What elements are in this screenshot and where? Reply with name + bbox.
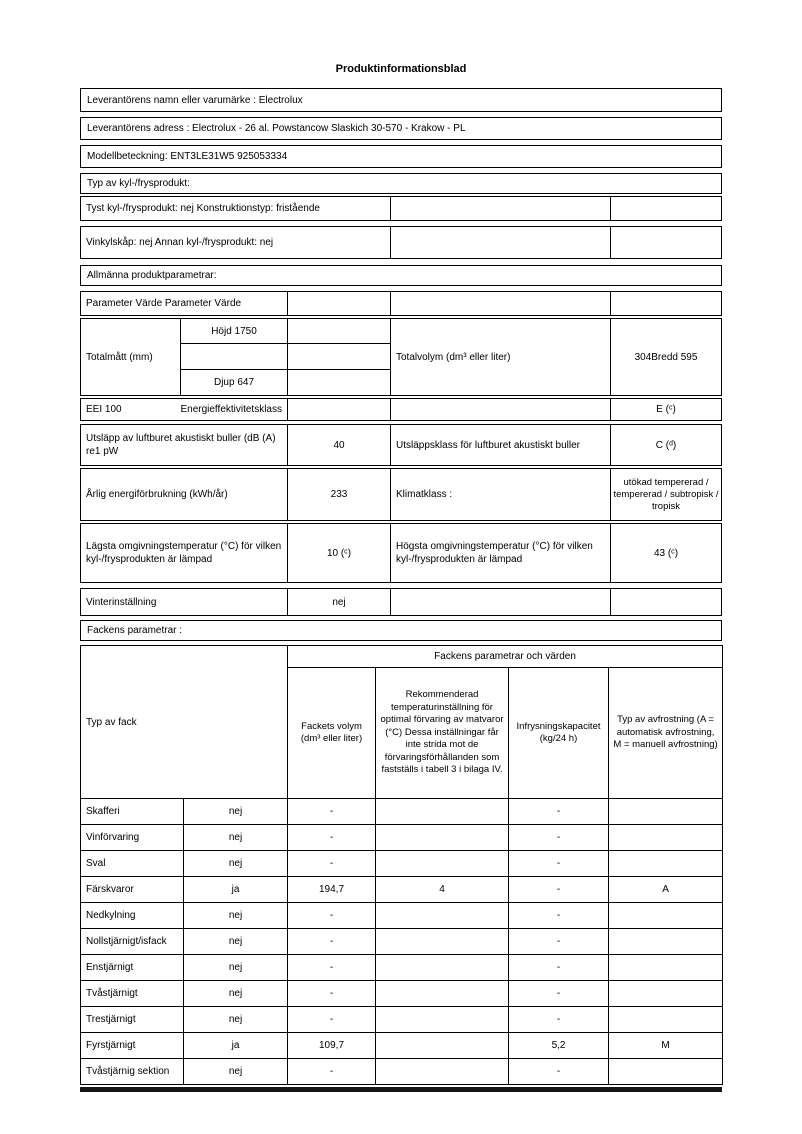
energy-label: Årlig energiförbrukning (kWh/år) — [81, 469, 288, 520]
total-volume-label: Totalvolym (dm³ eller liter) — [391, 319, 611, 395]
temp-max-value: 43 (ᶜ) — [653, 547, 679, 559]
table-row — [81, 1059, 723, 1085]
compartment-name: Nedkylning — [81, 903, 184, 929]
temp-max-label: Högsta omgivningstemperatur (°C) för vilken kyl-/frysprodukten är lämpad — [391, 524, 611, 582]
noise-row — [80, 424, 722, 466]
compartment-temperature — [376, 1059, 509, 1085]
compartment-present: ja — [184, 1033, 288, 1059]
compartment-freezing: 5,2 — [509, 1033, 609, 1059]
energy-class-value: E (ᶜ) — [656, 404, 676, 415]
compartment-temperature — [376, 929, 509, 955]
supplier-address-text: Leverantörens adress : Electrolux - 26 al. Powstancow Slaskich 30-570 - Krakow - PL — [87, 123, 466, 134]
noise-class-value: C (ᵈ) — [655, 439, 677, 451]
table-row — [81, 929, 723, 955]
empty-cell — [391, 399, 611, 420]
type-section-heading — [80, 173, 722, 194]
compartment-defrost — [609, 955, 723, 981]
empty-cell — [288, 399, 391, 420]
compartment-freezing: - — [509, 1007, 609, 1033]
compartment-volume: - — [288, 851, 376, 877]
compartment-temperature — [376, 981, 509, 1007]
compartment-volume: - — [288, 903, 376, 929]
empty-cell — [391, 589, 611, 615]
compartment-temperature — [376, 955, 509, 981]
compartment-present: nej — [184, 825, 288, 851]
compartment-freezing: - — [509, 1059, 609, 1085]
type-row-1-text: Tyst kyl-/frysprodukt: nej Konstruktionstyp: fristående — [81, 197, 391, 220]
empty-cell — [611, 589, 721, 615]
empty-cell — [611, 227, 721, 258]
type-column-header: Typ av fack — [81, 646, 288, 799]
winter-setting-row — [80, 588, 722, 616]
compartment-present: nej — [184, 955, 288, 981]
compartment-present: nej — [184, 1007, 288, 1033]
compartment-defrost — [609, 851, 723, 877]
energy-row — [80, 468, 722, 521]
climate-class-label: Klimatklass : — [391, 469, 611, 520]
eei-value: EEI 100 — [86, 404, 122, 415]
compartment-defrost — [609, 1059, 723, 1085]
dimensions-label: Totalmått (mm) — [81, 319, 181, 395]
compartments-section-heading — [80, 620, 722, 641]
compartment-volume: 194,7 — [288, 877, 376, 903]
compartment-name: Nollstjärnigt/isfack — [81, 929, 184, 955]
dimension-depth: Djup 647 — [181, 370, 288, 395]
supplier-address-row — [80, 117, 722, 140]
table-row — [81, 851, 723, 877]
climate-class-value: utökad tempererad / tempererad / subtropisk / tropisk — [613, 476, 719, 512]
empty-cell — [288, 370, 391, 395]
table-row — [81, 955, 723, 981]
compartment-name: Enstjärnigt — [81, 955, 184, 981]
compartment-present: nej — [184, 799, 288, 825]
dimension-height: Höjd 1750 — [181, 319, 288, 344]
compartment-volume: - — [288, 929, 376, 955]
compartment-defrost: M — [609, 1033, 723, 1059]
noise-value: 40 — [288, 425, 391, 465]
compartment-temperature — [376, 851, 509, 877]
compartment-name: Sval — [81, 851, 184, 877]
defrost-column-header: Typ av avfrostning (A = automatisk avfrostning, M = manuell avfrostning) — [609, 668, 723, 799]
compartment-defrost — [609, 825, 723, 851]
empty-cell — [288, 292, 391, 315]
model-row — [80, 145, 722, 168]
table-row — [81, 903, 723, 929]
compartment-volume: - — [288, 1059, 376, 1085]
compartment-name: Tvåstjärnig sektion — [81, 1059, 184, 1085]
compartment-volume: - — [288, 825, 376, 851]
compartment-defrost: A — [609, 877, 723, 903]
compartment-present: nej — [184, 981, 288, 1007]
compartment-freezing: - — [509, 877, 609, 903]
compartment-name: Skafferi — [81, 799, 184, 825]
compartment-freezing: - — [509, 955, 609, 981]
compartment-defrost — [609, 903, 723, 929]
supplier-name-text: Leverantörens namn eller varumärke : Electrolux — [87, 94, 303, 106]
document-body — [80, 88, 722, 1092]
compartment-temperature — [376, 903, 509, 929]
compartment-freezing: - — [509, 929, 609, 955]
table-row — [81, 1007, 723, 1033]
temp-min-label: Lägsta omgivningstemperatur (°C) för vilken kyl-/frysprodukten är lämpad — [81, 524, 288, 582]
temperature-column-header: Rekommenderad temperaturinställning för optimal förvaring av matvaror (°C) Dessa inställningar får inte strida mot de förvaringsförhållanden som fastställs i tabell 3 i bilaga IV. — [376, 668, 509, 799]
parameter-header-text: Parameter Värde Parameter Värde — [81, 292, 288, 315]
winter-setting-label: Vinterinställning — [81, 589, 288, 615]
empty-cell — [288, 319, 391, 344]
compartment-present: nej — [184, 851, 288, 877]
model-text: Modellbeteckning: ENT3LE31W5 925053334 — [87, 151, 288, 162]
ambient-temperature-row — [80, 523, 722, 583]
compartments-table-title-row — [81, 646, 723, 668]
volume-column-header: Fackets volym (dm³ eller liter) — [288, 668, 376, 799]
dimensions-block — [80, 318, 722, 396]
compartment-name: Fyrstjärnigt — [81, 1033, 184, 1059]
parameter-header-row — [80, 291, 722, 316]
compartment-present: nej — [184, 903, 288, 929]
table-row — [81, 877, 723, 903]
compartment-defrost — [609, 929, 723, 955]
empty-cell — [611, 292, 721, 315]
type-row-1 — [80, 196, 722, 221]
next-page-row-cutoff — [80, 1087, 722, 1092]
compartment-temperature: 4 — [376, 877, 509, 903]
general-section-heading-text: Allmänna produktparametrar: — [87, 270, 217, 281]
type-row-2 — [80, 226, 722, 259]
compartment-volume: 109,7 — [288, 1033, 376, 1059]
eei-row — [80, 398, 722, 421]
compartments-table-title: Fackens parametrar och värden — [288, 646, 723, 668]
compartment-present: nej — [184, 929, 288, 955]
compartment-freezing: - — [509, 851, 609, 877]
dimension-width-cell — [181, 344, 288, 369]
empty-cell — [391, 227, 611, 258]
empty-cell — [611, 197, 721, 220]
noise-label: Utsläpp av luftburet akustiskt buller (dB (A) re1 pW — [81, 425, 288, 465]
compartment-temperature — [376, 799, 509, 825]
compartment-freezing: - — [509, 799, 609, 825]
table-row — [81, 825, 723, 851]
noise-class-label: Utsläppsklass för luftburet akustiskt buller — [391, 425, 611, 465]
supplier-name-row — [80, 88, 722, 112]
compartment-volume: - — [288, 1007, 376, 1033]
table-row — [81, 799, 723, 825]
compartment-defrost — [609, 799, 723, 825]
empty-cell — [288, 344, 391, 369]
empty-cell — [391, 197, 611, 220]
compartment-defrost — [609, 1007, 723, 1033]
type-section-heading-text: Typ av kyl-/frysprodukt: — [87, 178, 190, 189]
compartment-temperature — [376, 825, 509, 851]
temp-min-value: 10 (ᶜ) — [288, 524, 391, 582]
compartment-freezing: - — [509, 903, 609, 929]
compartment-name: Tvåstjärnigt — [81, 981, 184, 1007]
compartment-defrost — [609, 981, 723, 1007]
compartment-temperature — [376, 1007, 509, 1033]
type-row-2-text: Vinkylskåp: nej Annan kyl-/frysprodukt: nej — [81, 227, 391, 258]
compartments-table — [80, 645, 723, 1085]
general-section-heading — [80, 265, 722, 286]
compartments-section-heading-text: Fackens parametrar : — [87, 625, 183, 636]
table-row — [81, 981, 723, 1007]
compartment-name: Färskvaror — [81, 877, 184, 903]
winter-setting-value: nej — [288, 589, 391, 615]
compartment-volume: - — [288, 955, 376, 981]
eei-cell — [81, 399, 288, 420]
compartment-name: Trestjärnigt — [81, 1007, 184, 1033]
compartment-present: ja — [184, 877, 288, 903]
page-title: Produktinformationsblad — [335, 63, 467, 75]
energy-value: 233 — [288, 469, 391, 520]
compartment-volume: - — [288, 799, 376, 825]
total-volume-value: 304Bredd 595 — [634, 351, 698, 363]
compartment-freezing: - — [509, 981, 609, 1007]
empty-cell — [391, 292, 611, 315]
compartment-freezing: - — [509, 825, 609, 851]
compartment-name: Vinförvaring — [81, 825, 184, 851]
table-row — [81, 1033, 723, 1059]
compartment-present: nej — [184, 1059, 288, 1085]
compartment-temperature — [376, 1033, 509, 1059]
energy-class-label: Energieffektivitetsklass — [180, 404, 282, 415]
compartment-volume: - — [288, 981, 376, 1007]
freezing-column-header: Infrysningskapacitet (kg/24 h) — [509, 668, 609, 799]
